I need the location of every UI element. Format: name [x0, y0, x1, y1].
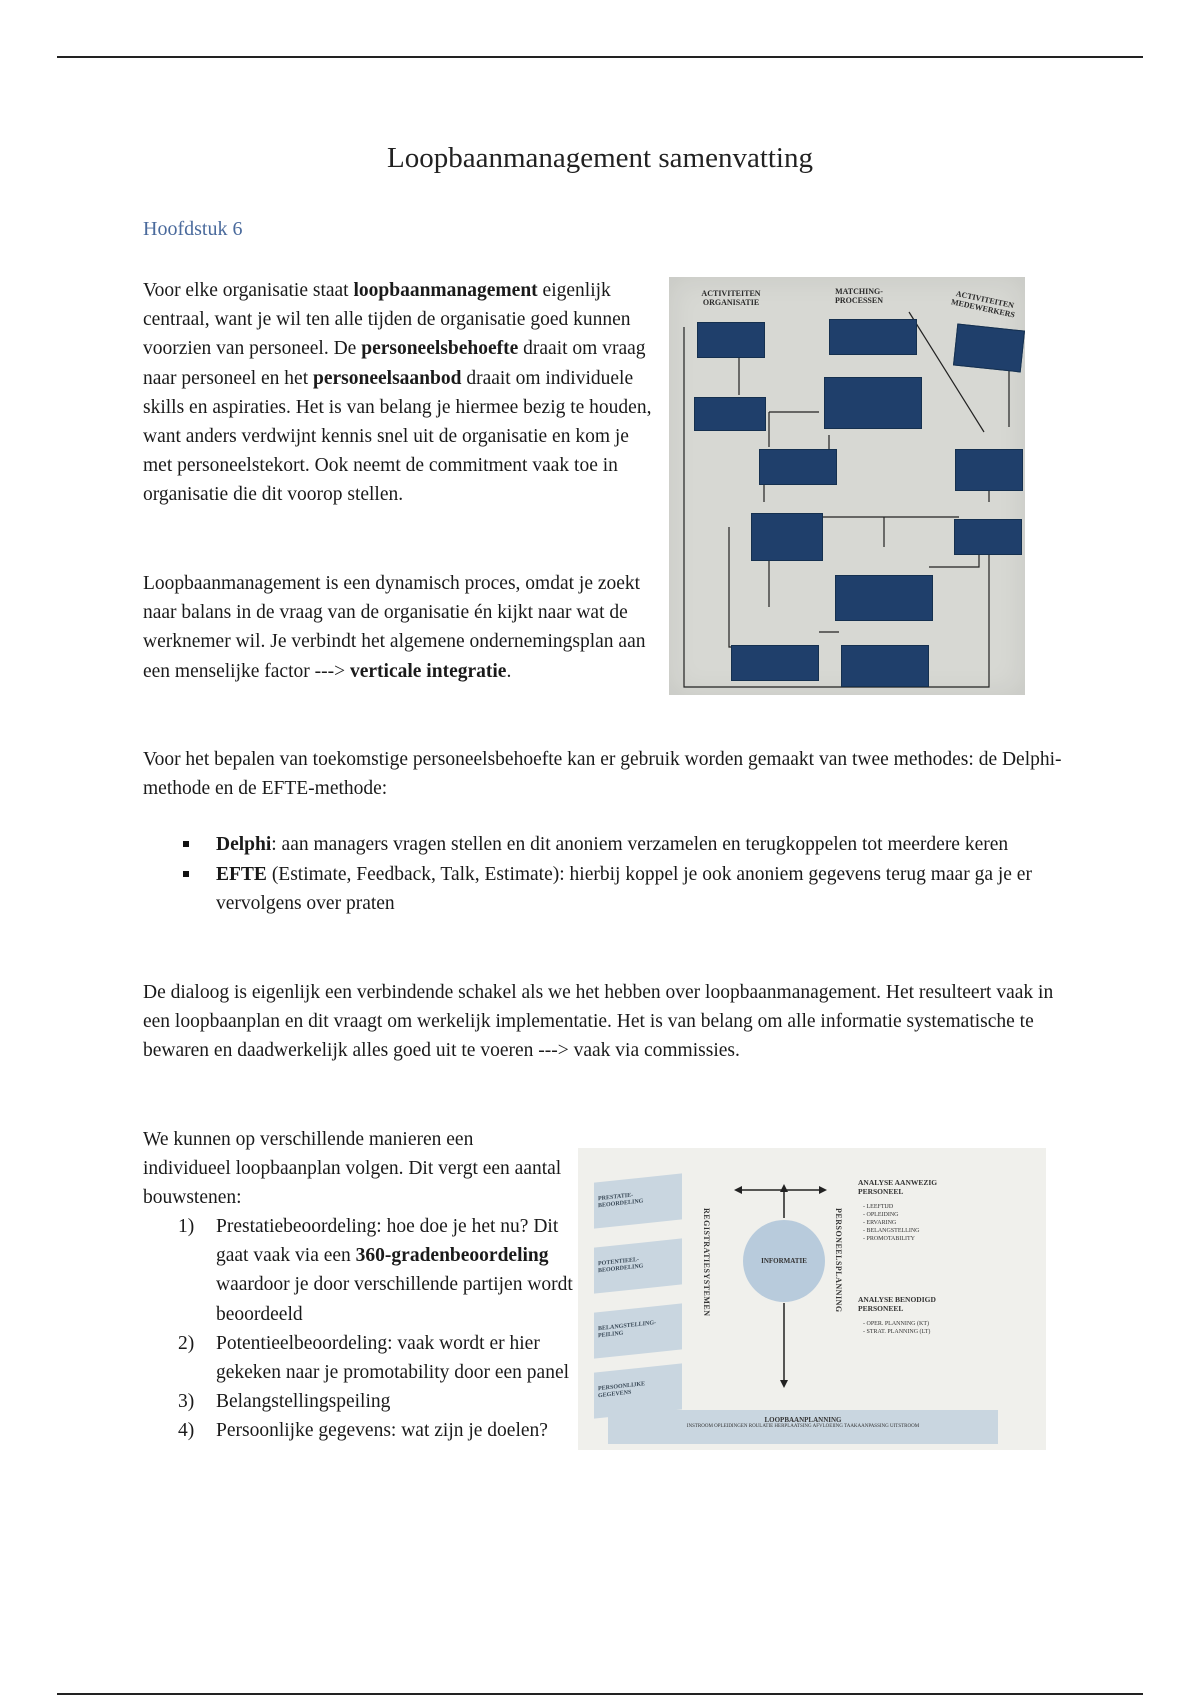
list-item: 3) Belangstellingspeiling: [178, 1391, 391, 1413]
list-item: 2) Potentieelbeoordeling: vaak wordt er hier gekeken naar je promotability door een panel: [178, 1332, 570, 1384]
flowchart-column-header: ACTIVITEITEN MEDEWERKERS: [950, 289, 1016, 320]
paragraph-building-blocks: We kunnen op verschillende manieren een individueel loopbaanplan volgen. Dit vergt een aantal bouwstenen:: [143, 1129, 562, 1209]
flowchart-column-header: MATCHING-PROCESSEN: [834, 287, 883, 305]
flowchart-box: [835, 575, 933, 621]
flowchart-box: [841, 645, 929, 687]
paragraph-methods: Voor het bepalen van toekomstige personeelsbehoefte kan er gebruik worden gemaakt van twee methodes: de Delphi-methode en de EFTE-methode:: [143, 749, 1062, 800]
list-item: 4) Persoonlijke gegevens: wat zijn je doelen?: [178, 1420, 548, 1442]
methods-list: [178, 830, 1058, 920]
diagram-analysis-items: - LEEFTIJD - OPLEIDING - ERVARING - BELANGSTELLING - PROMOTABILITY: [863, 1204, 920, 1242]
building-blocks-list: [178, 1212, 578, 1446]
flowchart-column-header: ACTIVITEITEN ORGANISATIE: [701, 289, 761, 307]
flowchart-box: [953, 324, 1025, 373]
information-circle: INFORMATIE: [743, 1220, 825, 1302]
diagram-analysis-title: ANALYSE BENODIGD PERSONEEL: [858, 1295, 936, 1313]
paragraph-intro: Voor elke organisatie staat loopbaanmanagement eigenlijk centraal, want je wil ten alle tijden de organisatie goed kunnen voorzien van personeel. De personeelsbehoefte draait om vraag naar personeel en het personeelsaanbod draait om individuele skills en aspiraties. Het is van belang je hiermee bezig te houden, want anders verdwijnt kennis snel uit de organisatie en kom je met personeelstekort. Ook neemt de commitment vaak toe in organisatie die dit voorop stellen.: [143, 280, 652, 506]
flowchart-box: [829, 319, 917, 355]
career-planning-bar: [608, 1410, 998, 1444]
diagram-vertical-label: REGISTRATIESYSTEMEN: [702, 1208, 711, 1317]
chapter-heading: Hoofdstuk 6: [143, 218, 243, 240]
bullet-square-icon: [183, 841, 189, 847]
footer-rule: [57, 1693, 1143, 1695]
list-item: 1) Prestatiebeoordeling: hoe doe je het nu? Dit gaat vaak via een 360-gradenbeoordeling waardoor je door verschillende partijen wordt beoordeeld: [178, 1216, 573, 1325]
diagram-tab: POTENTIEEL-BEOORDELING: [594, 1238, 682, 1293]
information-diagram-image: [578, 1148, 1046, 1450]
diagram-analysis-title: ANALYSE AANWEZIG PERSONEEL: [858, 1178, 938, 1196]
list-item: Delphi: aan managers vragen stellen en dit anoniem verzamelen en terugkoppelen tot meerdere keren: [178, 830, 1058, 859]
paragraph-dynamic-process: Loopbaanmanagement is een dynamisch proces, omdat je zoekt naar balans in de vraag van de organisatie én kijkt naar wat de werknemer wil. Je verbindt het algemene ondernemingsplan aan een menselijke factor ---> verticale integratie.: [143, 573, 646, 682]
paragraph-dialogue: De dialoog is eigenlijk een verbindende schakel als we het hebben over loopbaanmanagement. Het resulteert vaak in een loopbaanplan en dit vraagt om werkelijk implementatie. Het is van belang om alle informatie systematische te bewaren en daadwerkelijk alles goed uit te voeren ---> vaak via commissies.: [143, 982, 1054, 1062]
flowchart-box: [954, 519, 1022, 555]
flowchart-box: [955, 449, 1023, 491]
career-planning-title: LOOPBAANPLANNING: [764, 1416, 842, 1424]
flowchart-box: [731, 645, 819, 681]
page-title: Loopbaanmanagement samenvatting: [387, 142, 813, 174]
diagram-tab: PRESTATIE-BEOORDELING: [594, 1173, 682, 1228]
career-planning-subtitle: INSTROOM OPLEIDINGEN ROULATIE HERPLAATSING AFVLOEIING TAAKAANPASSING UITSTROOM: [686, 1424, 920, 1429]
flowchart-box: [824, 377, 922, 429]
diagram-tab: PERSOONLIJKE GEGEVENS: [594, 1363, 682, 1418]
diagram-tab: BELANGSTELLING-PEILING: [594, 1303, 682, 1358]
flowchart-box: [694, 397, 766, 431]
career-management-flowchart-image: [669, 277, 1025, 695]
flowchart-box: [759, 449, 837, 485]
bullet-square-icon: [183, 871, 189, 877]
header-rule: [57, 56, 1143, 58]
list-item: EFTE (Estimate, Feedback, Talk, Estimate): hierbij koppel je ook anoniem gegevens terug maar ga je er vervolgens over praten: [178, 860, 1058, 918]
flowchart-box: [751, 513, 823, 561]
diagram-analysis-items: - OPER. PLANNING (KT) - STRAT. PLANNING (LT): [863, 1321, 931, 1335]
flowchart-box: [697, 322, 765, 358]
diagram-vertical-label: PERSONEELSPLANNING: [834, 1208, 843, 1313]
